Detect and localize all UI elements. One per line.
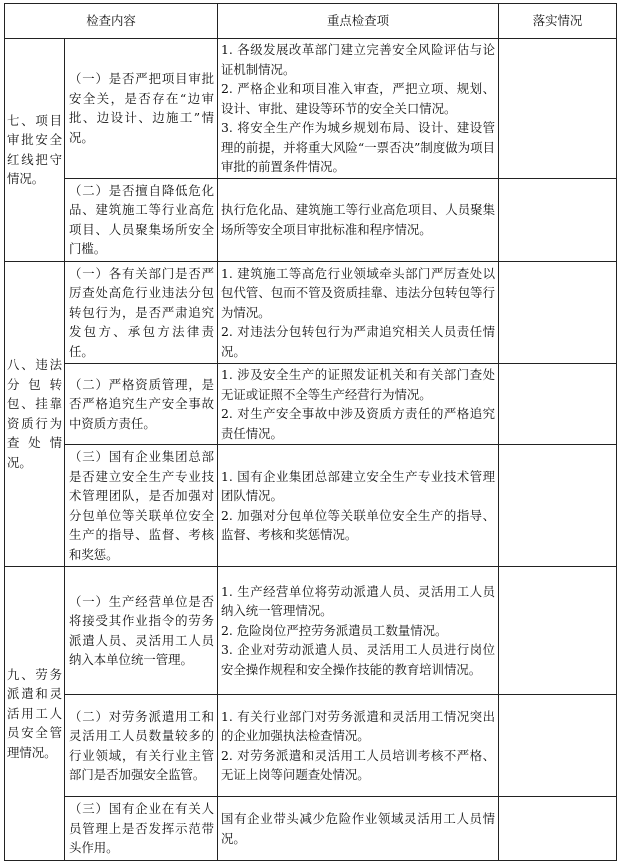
key-point: 2. 危险岗位严控劳务派遣员工数量情况。 bbox=[221, 622, 448, 638]
check-content: （三）国有企业集团总部是否建立安全生产专业技术管理团队，是否加强对分包单位等关联单位安全生产的指导、监督、考核和奖惩。 bbox=[65, 445, 218, 567]
key-point: 1. 有关行业部门对劳务派遣和灵活用工情况突出的企业加强执法检查情况。 bbox=[221, 708, 495, 743]
check-content: （三）国有企业在有关人员管理上是否发挥示范带头作用。 bbox=[65, 797, 218, 861]
section-title: 八、违法分包转包、挂靠资质行为查处情况。 bbox=[5, 261, 65, 567]
section-title: 七、项目审批安全红线把守情况。 bbox=[5, 39, 65, 262]
key-point: 1. 国有企业集团总部建立安全生产专业技术管理团队情况。 bbox=[221, 468, 495, 503]
table-row bbox=[5, 695, 617, 797]
key-point: 1. 建筑施工等高危行业领域牵头部门严厉查处以包代管、包而不管及资质挂靠、违法分包转包等行为情况。 bbox=[221, 265, 495, 320]
key-points bbox=[218, 445, 499, 567]
table-row bbox=[5, 797, 617, 861]
key-points bbox=[218, 364, 499, 445]
key-point: 1. 涉及安全生产的证照发证机关和有关部门查处无证或证照不全等生产经营行为情况。 bbox=[221, 367, 495, 402]
implementation-cell[interactable] bbox=[499, 797, 617, 861]
check-content: （一）是否严把项目审批安全关，是否存在“边审批、边设计、边施工”情况。 bbox=[65, 39, 218, 179]
key-points bbox=[218, 797, 499, 861]
implementation-cell[interactable] bbox=[499, 445, 617, 567]
key-points bbox=[218, 567, 499, 695]
implementation-cell[interactable] bbox=[499, 364, 617, 445]
key-point: 2. 对生产安全事故中涉及资质方责任的严格追究责任情况。 bbox=[221, 406, 495, 441]
implementation-cell[interactable] bbox=[499, 178, 617, 261]
key-point: 1. 生产经营单位将劳动派遣人员、灵活用工人员纳入统一管理情况。 bbox=[221, 583, 495, 619]
table-row bbox=[5, 445, 617, 567]
implementation-cell[interactable] bbox=[499, 695, 617, 797]
key-point: 2. 加强对分包单位等关联单位安全生产的指导、监督、考核和奖惩情况。 bbox=[221, 507, 495, 542]
key-points bbox=[218, 695, 499, 797]
implementation-cell[interactable] bbox=[499, 261, 617, 364]
key-point: 3. 企业对劳动派遣人员、灵活用工人员进行岗位安全操作规程和安全操作技能的教育培训情况。 bbox=[221, 642, 495, 677]
key-point: 执行危化品、建筑施工等行业高危项目、人员聚集场所等安全项目审批标准和程序情况。 bbox=[221, 202, 495, 237]
table-row bbox=[5, 364, 617, 445]
key-points bbox=[218, 261, 499, 364]
header-inspection-content: 检查内容 bbox=[5, 4, 218, 39]
table-header-row bbox=[5, 4, 617, 39]
check-content: （二）是否擅自降低危化品、建筑施工等行业高危项目、人员聚集场所安全门槛。 bbox=[65, 178, 218, 261]
implementation-cell[interactable] bbox=[499, 567, 617, 695]
header-implementation: 落实情况 bbox=[499, 4, 617, 39]
key-point: 2. 对违法分包转包行为严肃追究相关人员责任情况。 bbox=[221, 324, 495, 359]
key-point: 2. 严格企业和项目准入审查，严把立项、规划、设计、审批、建设等环节的安全关口情况。 bbox=[221, 81, 495, 116]
inspection-table bbox=[4, 3, 617, 861]
check-content: （二）对劳务派遣用工和灵活用工人员数量较多的行业领域，有关行业主管部门是否加强安全监管。 bbox=[65, 695, 218, 797]
table-row bbox=[5, 261, 617, 364]
table-row bbox=[5, 567, 617, 695]
section-title: 九、劳务派遣和灵活用工人员安全管理情况。 bbox=[5, 567, 65, 861]
key-point: 1. 各级发展改革部门建立完善安全风险评估与论证机制情况。 bbox=[221, 42, 495, 77]
check-content: （一）生产经营单位是否将接受其作业指令的劳务派遣人员、灵活用工人员纳入本单位统一管理。 bbox=[65, 567, 218, 695]
key-points bbox=[218, 39, 499, 179]
key-point: 3. 将安全生产作为城乡规划布局、设计、建设管理的前提，并将重大风险“一票否决”制度做为项目审批的前置条件情况。 bbox=[221, 120, 495, 174]
key-points bbox=[218, 178, 499, 261]
implementation-cell[interactable] bbox=[499, 39, 617, 179]
table-row bbox=[5, 178, 617, 261]
header-key-items: 重点检查项 bbox=[218, 4, 499, 39]
check-content: （一）各有关部门是否严厉查处高危行业违法分包转包行为，是否严肃追究发包方、承包方法律责任。 bbox=[65, 261, 218, 364]
table-row bbox=[5, 39, 617, 179]
check-content: （二）严格资质管理，是否严格追究生产安全事故中资质方责任。 bbox=[65, 364, 218, 445]
key-point: 国有企业带头减少危险作业领域灵活用工人员情况。 bbox=[221, 811, 495, 846]
key-point: 2. 对劳务派遣和灵活用工人员培训考核不严格、无证上岗等问题查处情况。 bbox=[221, 747, 495, 782]
